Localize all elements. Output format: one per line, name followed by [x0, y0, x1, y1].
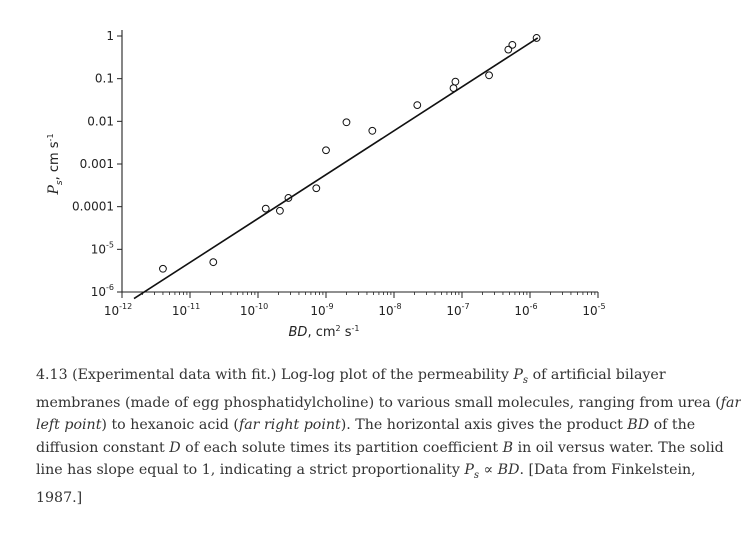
x-tick-label: $10^{-9}$ [310, 302, 334, 318]
y-tick-label: $10^{-6}$ [90, 283, 114, 299]
caption-line [36, 364, 716, 392]
data-point [343, 119, 350, 126]
x-tick-label: $10^{-10}$ [239, 302, 269, 318]
data-point [505, 46, 512, 53]
caption-segment: ∝ [479, 462, 498, 479]
y-tick-label: 0.01 [87, 114, 114, 129]
data-point [210, 259, 217, 266]
caption-segment: BD [627, 417, 650, 434]
caption-segment: ) to hexanoic acid ( [101, 417, 239, 434]
data-point [509, 41, 516, 48]
fit-line [134, 38, 538, 299]
data-point [323, 147, 330, 154]
data-point [160, 265, 167, 272]
caption-line [36, 414, 716, 436]
caption-segment: 4.13 (Experimental data with fit.) Log-log plot of the permeability [36, 367, 514, 383]
x-axis-title: BD, $cm^2$ $s^{-1}$ [288, 324, 360, 340]
caption-segment: s [473, 469, 480, 481]
caption-line [36, 487, 716, 509]
caption-segment: far [720, 395, 741, 412]
caption-segment: of each solute times its partition coefficient [180, 439, 503, 456]
caption-line [36, 437, 724, 459]
y-tick-label: $10^{-5}$ [90, 240, 114, 257]
data-point [450, 85, 457, 92]
y-tick-label: 1 [106, 29, 114, 43]
caption-segment: of the [649, 417, 696, 434]
x-tick-label: $10^{-7}$ [446, 302, 470, 318]
caption-segment: P [513, 367, 523, 383]
caption-segment: in oil versus water. The solid [513, 439, 724, 456]
caption-segment: D [169, 439, 181, 456]
caption-segment: of artificial bilayer [528, 367, 666, 383]
x-tick-label: $10^{-5}$ [582, 302, 606, 318]
x-tick-label: $10^{-8}$ [378, 302, 402, 318]
caption-segment: B [502, 439, 514, 456]
y-tick-label: 0.001 [79, 157, 114, 171]
caption-line [36, 392, 741, 414]
y-tick-label: 0.0001 [72, 199, 114, 214]
caption-segment: P [464, 462, 474, 479]
caption-segment: left point [36, 417, 102, 434]
x-tick-label: $10^{-11}$ [171, 302, 201, 318]
caption-segment: membranes (made of egg phosphatidylcholine) to various small molecules, ranging from urea ( [36, 395, 721, 412]
y-tick-label: 0.1 [94, 71, 114, 86]
x-tick-label: $10^{-12}$ [103, 302, 133, 318]
figure-caption [36, 364, 741, 509]
data-point [414, 102, 421, 109]
data-point [262, 205, 269, 212]
caption-segment: ). The horizontal axis gives the product [340, 417, 628, 434]
x-tick-label: $10^{-6}$ [514, 302, 538, 318]
caption-segment: BD [497, 462, 520, 479]
caption-line [36, 459, 716, 487]
caption-segment: . [Data from Finkelstein, [519, 462, 696, 479]
data-point [277, 207, 284, 214]
caption-segment: line has slope equal to 1, indicating a strict proportionality [36, 462, 465, 479]
caption-segment: s [522, 374, 529, 386]
caption-segment: diffusion constant [36, 439, 170, 456]
data-point [452, 78, 459, 85]
data-point [313, 185, 320, 192]
data-point [369, 127, 376, 134]
caption-segment: far right point [238, 417, 341, 434]
caption-segment: 1987.] [36, 490, 83, 507]
y-axis-title: $P_s$, cm $s^{-1}$ [46, 133, 65, 195]
data-point [486, 72, 493, 79]
